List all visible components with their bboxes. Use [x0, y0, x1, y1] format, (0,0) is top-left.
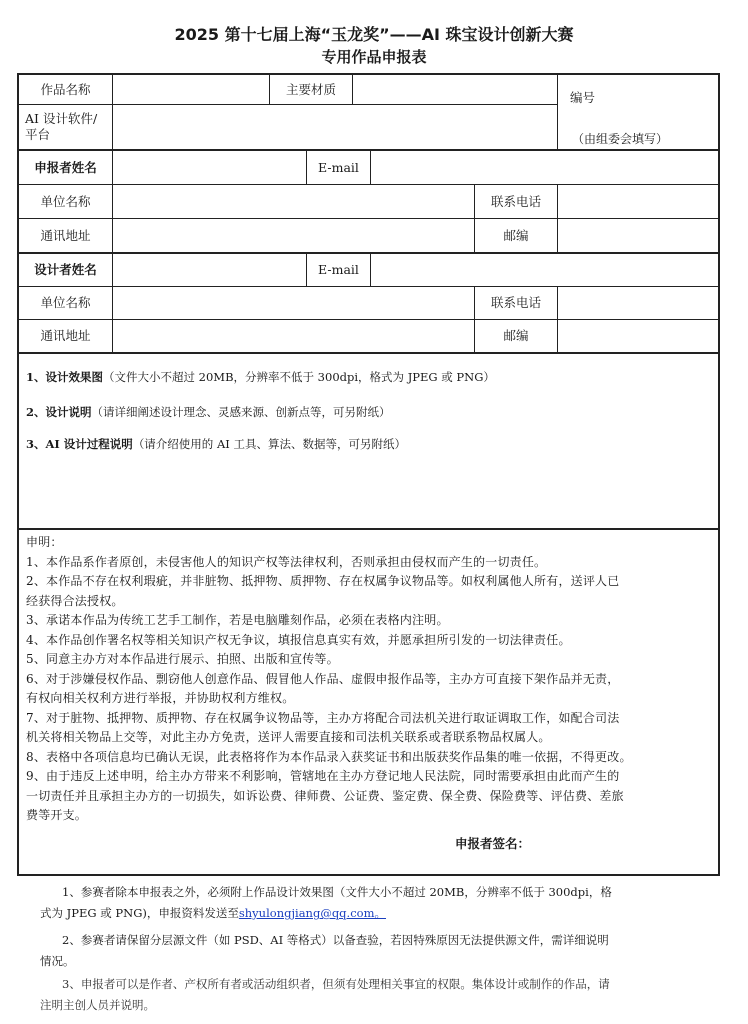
applicant-address-label: 通讯地址: [40, 227, 91, 243]
section-design-description: [26, 404, 391, 420]
declaration-line: 4、本作品创作署名权等相关知识产权无争议，填报信息真实有效，并愿承担所引发的一切法律责任。: [26, 632, 571, 647]
declaration-line: 一切责任并且承担主办方的一切损失，如诉讼费、律师费、公证费、鉴定费、保全费、保险费等、评估费、差旅: [26, 788, 624, 803]
ai-software-label: [19, 105, 112, 149]
applicant-address-field[interactable]: [113, 219, 474, 252]
applicant-zip-label: 邮编: [503, 227, 529, 243]
declaration-heading: 申明：: [26, 535, 63, 549]
note-1-line1: 1、参赛者除本申报表之外，必须附上作品设计效果图（文件大小不超过 20MB，分辨率不低于 300dpi，格: [62, 885, 612, 899]
declaration: [26, 533, 716, 826]
designer-zip-label: 邮编: [503, 328, 529, 343]
declaration-line: 有权向相关权利方进行举报，并协助权利方维权。: [26, 691, 295, 705]
applicant-email-field[interactable]: [371, 151, 718, 184]
sections-content-area[interactable]: [19, 456, 718, 526]
designer-phone-label: 联系电话: [490, 295, 541, 310]
section-ai-process: [26, 436, 406, 452]
declaration-line: 6、对于涉嫌侵权作品、剽窃他人创意作品、假冒他人作品、虚假申报作品等，主办方可直接下架作品并无责，: [26, 671, 620, 686]
designer-unit-label: 单位名称: [40, 295, 91, 310]
designer-address-label: 通讯地址: [40, 328, 91, 343]
designer-zip-field[interactable]: [558, 320, 718, 352]
declaration-line: 7、对于脏物、抵押物、质押物、存在权属争议物品等，主办方将配合司法机关进行取证调取工作，如配合司法: [26, 710, 620, 725]
designer-email-field[interactable]: [371, 254, 718, 286]
committee-fill-note: （由组委会填写）: [572, 132, 669, 146]
section-label: 3、AI 设计过程说明: [26, 437, 133, 451]
signature-label: 申报者签名：: [455, 836, 531, 851]
applicant-zip-field[interactable]: [558, 219, 718, 252]
declaration-line: 8、表格中各项信息均已确认无误，此表格将作为本作品录入获奖证书和出版获奖作品集的唯一依据，不得更改。: [26, 749, 632, 764]
designer-name-field[interactable]: [113, 254, 306, 286]
declaration-line: 经获得合法授权。: [26, 593, 124, 608]
section-design-rendering: [26, 369, 495, 385]
applicant-unit-label: 单位名称: [40, 193, 91, 209]
declaration-line: 2、本作品不存在权利瑕疵，并非脏物、抵押物、质押物、存在权属争议物品等。如权利属他人所有，送评人已: [26, 574, 620, 588]
work-name-label: 作品名称: [40, 81, 91, 97]
number-label: 编号: [570, 90, 596, 105]
note-1-line2: [40, 903, 386, 924]
section-label: 1、设计效果图: [26, 370, 104, 384]
designer-address-field[interactable]: [113, 320, 474, 352]
declaration-line: 9、由于违反上述申明，给主办方带来不利影响，管辖地在主办方登记地人民法院，同时需要承担由此而产生的: [26, 769, 620, 783]
submission-email-link[interactable]: shyulongjiang@qq.com。: [238, 906, 386, 920]
applicant-name-field[interactable]: [113, 151, 306, 184]
note-3-line1: 3、申报者可以是作者、产权所有者或活动组织者，但须有处理相关事宜的权限。集体设计或制作的作品，请: [62, 977, 610, 991]
designer-email-label: E-mail: [318, 262, 359, 277]
designer-phone-field[interactable]: [558, 287, 718, 319]
note-2-line2: 情况。: [40, 954, 75, 968]
applicant-unit-field[interactable]: [113, 185, 474, 218]
declaration-line: 费等开支。: [26, 808, 88, 822]
designer-name-label: 设计者姓名: [34, 262, 97, 277]
declaration-line: 5、同意主办方对本作品进行展示、拍照、出版和宣传等。: [26, 652, 339, 666]
applicant-phone-label: 联系电话: [490, 193, 541, 209]
section-label: 2、设计说明: [26, 405, 92, 419]
material-label: 主要材质: [285, 81, 336, 97]
section-desc: （请介绍使用的 AI 工具、算法、数据等，可另附纸）: [132, 437, 406, 451]
applicant-phone-field[interactable]: [558, 185, 718, 218]
applicant-email-label: E-mail: [318, 159, 359, 175]
form-title: 2025 第十七届上海“玉龙奖”——AI 珠宝设计创新大赛: [174, 25, 574, 44]
declaration-line: 3、承诺本作品为传统工艺手工制作，若是电脑雕刻作品，必须在表格内注明。: [26, 613, 449, 627]
note-3-line2: 注明主创人员并说明。: [40, 998, 155, 1012]
note-1-text: 式为 JPEG 或 PNG)，申报资料发送至: [40, 906, 239, 920]
ai-software-field[interactable]: [113, 105, 557, 149]
ai-software-label-line1: AI 设计软件/: [25, 111, 98, 126]
declaration-line: 机关将相关物品上交等，对此主办方免责，送评人需要直接和司法机关联系或者联系物品权属人。: [26, 730, 551, 744]
note-2-line1: 2、参赛者请保留分层源文件（如 PSD、AI 等格式）以备查验，若因特殊原因无法提供源文件，需详细说明: [62, 933, 609, 947]
declaration-line: 1、本作品系作者原创，未侵害他人的知识产权等法律权利，否则承担由侵权而产生的一切责任。: [26, 554, 547, 569]
work-name-field[interactable]: [113, 75, 269, 104]
applicant-name-label: 申报者姓名: [34, 159, 97, 175]
section-desc: （请详细阐述设计理念、灵感来源、创新点等，可另附纸）: [91, 405, 391, 419]
material-field[interactable]: [353, 75, 557, 104]
designer-unit-field[interactable]: [113, 287, 474, 319]
ai-software-label-line2: 平台: [25, 127, 51, 142]
signature-field[interactable]: [535, 832, 705, 856]
form-subtitle: 专用作品申报表: [321, 48, 427, 66]
section-desc: （文件大小不超过 20MB，分辨率不低于 300dpi，格式为 JPEG 或 PNG）: [103, 370, 495, 384]
